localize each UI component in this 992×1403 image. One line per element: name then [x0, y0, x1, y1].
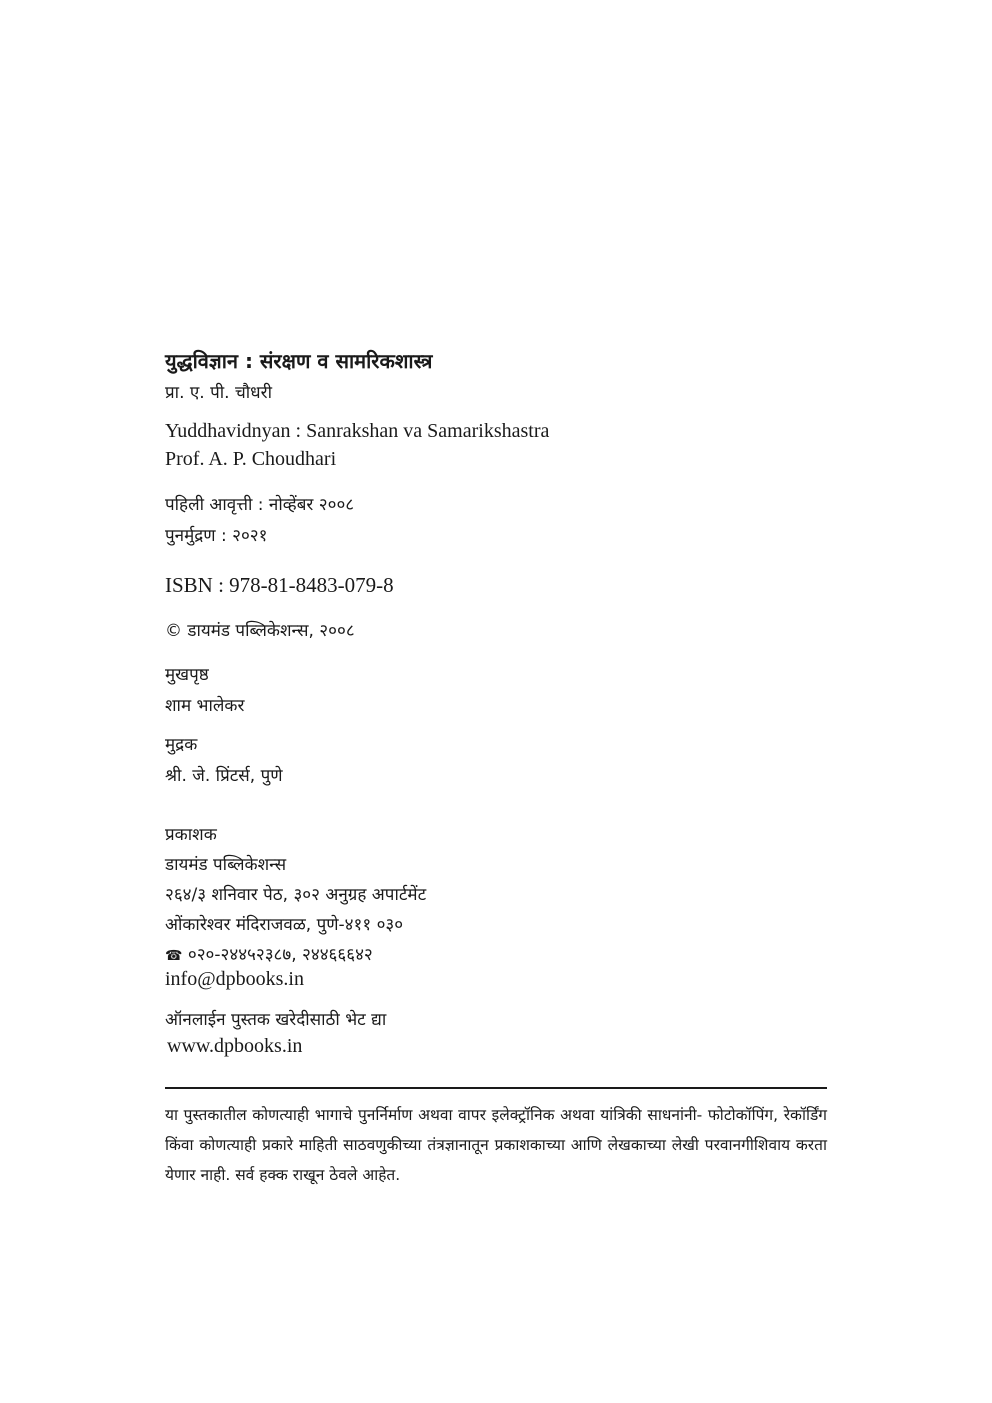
divider — [165, 1087, 827, 1089]
imprint-page — [165, 0, 827, 1403]
online-purchase-label: ऑनलाईन पुस्तक खरेदीसाठी भेट द्या — [165, 1010, 387, 1030]
cover-artist: शाम भालेकर — [165, 696, 245, 716]
publisher-label: प्रकाशक — [165, 825, 217, 845]
website-link[interactable]: www.dpbooks.in — [167, 1035, 303, 1057]
publisher-email[interactable]: info@dpbooks.in — [165, 968, 304, 990]
copyright: © डायमंड पब्लिकेशन्स, २००८ — [165, 621, 355, 641]
publisher-phone-row — [165, 942, 373, 965]
book-title-marathi: युद्धविज्ञान : संरक्षण व सामरिकशास्त्र — [165, 349, 433, 373]
printer-name: श्री. जे. प्रिंटर्स, पुणे — [165, 766, 283, 786]
publisher-address-line1: २६४/३ शनिवार पेठ, ३०२ अनुग्रह अपार्टमेंट — [165, 885, 427, 905]
cover-label: मुखपृष्ठ — [165, 665, 209, 685]
publisher-name: डायमंड पब्लिकेशन्स — [165, 855, 287, 875]
phone-icon: ☎ — [165, 948, 183, 964]
publisher-address-line2: ओंकारेश्वर मंदिराजवळ, पुणे-४११ ०३० — [165, 915, 404, 935]
book-title-english: Yuddhavidnyan : Sanrakshan va Samarikshastra — [165, 420, 550, 442]
author-marathi: प्रा. ए. पी. चौधरी — [165, 383, 272, 403]
isbn: ISBN : 978-81-8483-079-8 — [165, 573, 394, 597]
first-edition: पहिली आवृत्ती : नोव्हेंबर २००८ — [165, 495, 355, 515]
publisher-phone: ०२०-२४४५२३८७, २४४६६६४२ — [187, 945, 373, 965]
reprint: पुनर्मुद्रण : २०२१ — [165, 526, 268, 546]
copyright-notice: या पुस्तकातील कोणत्याही भागाचे पुनर्निर्माण अथवा वापर इलेक्ट्रॉनिक अथवा यांत्रिकी साधनांनी- फोटोकॉपिंग, रेकॉर्डिंग किंवा कोणत्याही प्रकारे माहिती साठवणुकीच्या तंत्रज्ञानातून प्रकाशकाच्या आणि लेखकाच्या लेखी परवानगीशिवाय करता येणार नाही. सर्व हक्क राखून ठेवले आहेत. — [165, 1106, 827, 1184]
printer-label: मुद्रक — [165, 735, 198, 755]
author-english: Prof. A. P. Choudhari — [165, 448, 337, 470]
